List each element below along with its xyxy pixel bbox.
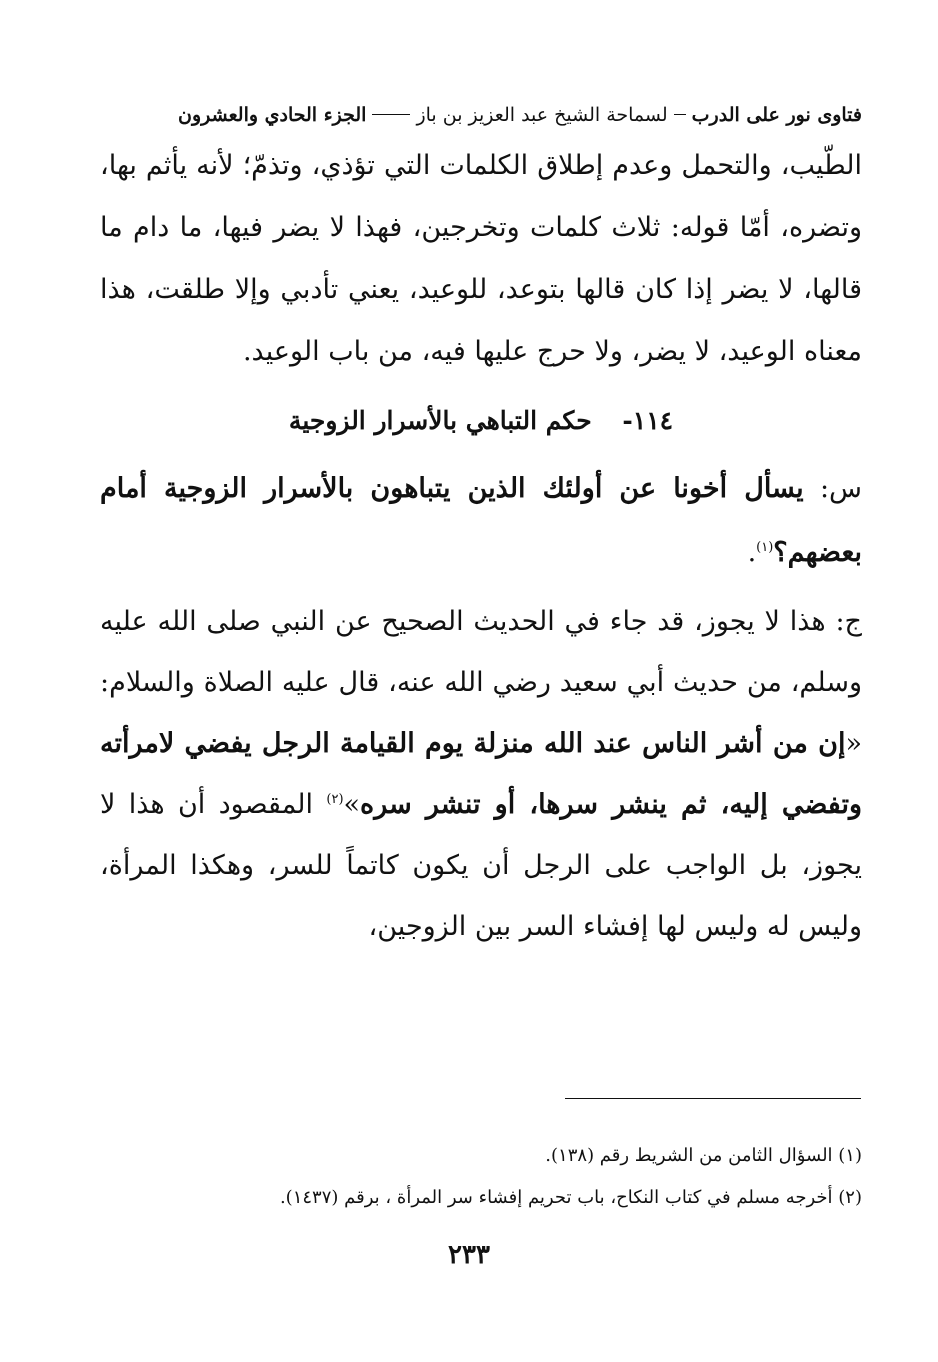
section-number: ١١٤- <box>622 406 674 435</box>
page-number: ٢٣٣ <box>448 1240 490 1270</box>
footnote-1: (١) السؤال الثامن من الشريط رقم (١٣٨). <box>545 1145 862 1166</box>
answer-rest: المقصود أن هذا لا يجوز، بل الواجب على الرجل أن يكون كاتماً للسر، وهكذا المرأة، وليس له وليس لها إفشاء السر بين الزوجين، <box>100 789 862 942</box>
footnotes <box>100 1135 862 1219</box>
header-separator <box>372 114 410 115</box>
header-separator <box>674 114 686 115</box>
running-header <box>100 95 862 135</box>
answer-paragraph <box>100 591 862 957</box>
footnote-2: (٢) أخرجه مسلم في كتاب النكاح، باب تحريم إفشاء سر المرأة ، برقم (١٤٣٧). <box>279 1187 862 1208</box>
header-book-title: فتاوى نور على الدرب <box>691 104 862 126</box>
question-text: يسأل أخونا عن أولئك الذين يتباهون بالأسرار الزوجية أمام بعضهم؟ <box>100 473 862 568</box>
question-end: . <box>747 537 757 568</box>
section-heading <box>100 401 862 441</box>
page-body <box>100 95 862 957</box>
continuation-paragraph: الطّيب، والتحمل وعدم إطلاق الكلمات التي تؤذي، وتذمّ؛ لأنه يأثم بها، وتضره، أمّا قوله: ثلاث كلمات وتخرجين، فهذا لا يضر فيها، ما دام ما قالها، لا يضر إذا كان قالها بتوعد، للوعيد، يعني تأدبي وإلا طلقت، هذا معناه الوعيد، لا يضر، ولا حرج عليها فيه، من باب الوعيد. <box>100 150 862 367</box>
hadith-close: » <box>343 789 361 820</box>
footnote-ref-2: (٢) <box>326 792 344 807</box>
header-volume: الجزء الحادي والعشرون <box>178 104 367 126</box>
question-prefix: س: <box>803 473 863 504</box>
header-author: لسماحة الشيخ عبد العزيز بن باز <box>416 104 668 126</box>
answer-intro: ج: هذا لا يجوز، قد جاء في الحديث الصحيح عن النبي صلى الله عليه وسلم، من حديث أبي سعيد رضي الله عنه، قال عليه الصلاة والسلام: « <box>100 606 862 759</box>
question-paragraph <box>100 457 862 585</box>
hadith-text: إن من أشر الناس عند الله منزلة يوم القيامة الرجل يفضي لامرأته وتفضي إليه، ثم ينشر سرها، أو تنشر سره <box>100 728 862 820</box>
footnote-divider <box>565 1098 861 1099</box>
section-title: حكم التباهي بالأسرار الزوجية <box>288 406 592 435</box>
footnote-ref-1: (١) <box>756 540 774 555</box>
